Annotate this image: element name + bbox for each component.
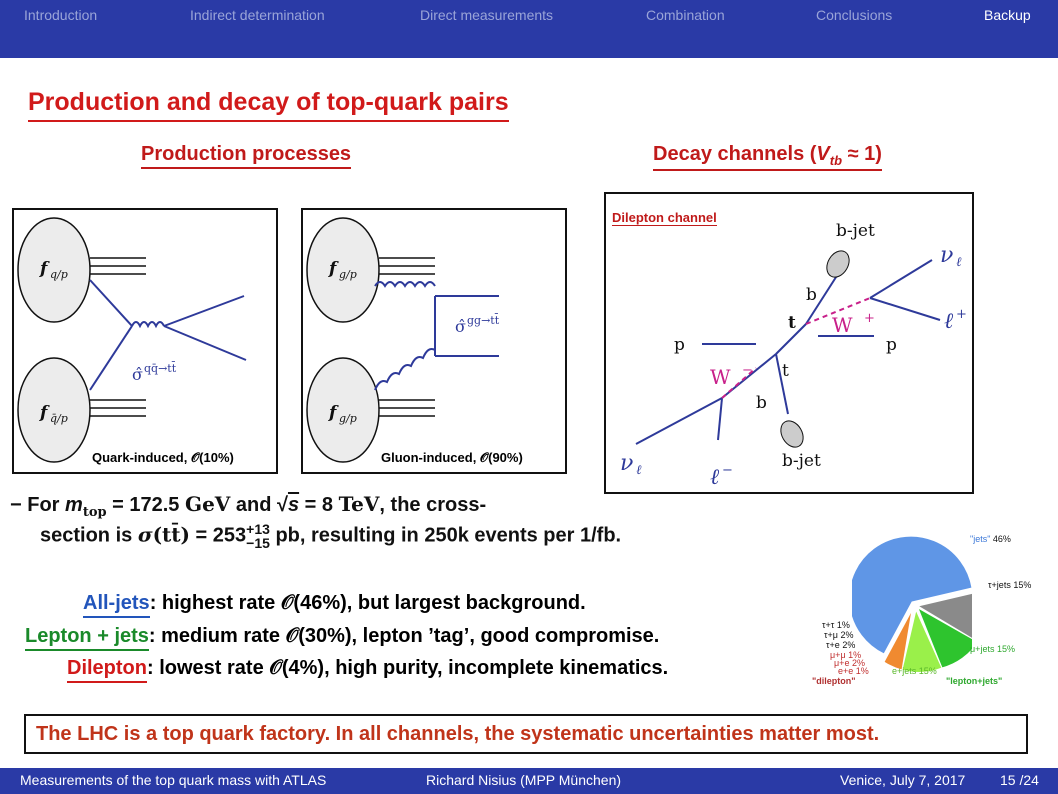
cross-l1b: = 172.5 <box>106 494 185 516</box>
quark-f-bot-sub: q̄/p <box>50 412 68 425</box>
pie-label-me: μ+e 2% <box>834 658 865 668</box>
pie-label-mm: μ+μ 1% <box>830 650 862 660</box>
decay-pie-chart <box>852 528 972 678</box>
proton-blob-bottom <box>18 358 90 462</box>
gluon-sigma-sup: gg→tt̄ <box>467 314 500 327</box>
pie-label-ejets: e+jets 15% <box>892 666 937 676</box>
t2-label: t <box>782 361 789 381</box>
channel-dilepton-name: Dilepton <box>67 657 147 683</box>
bjet-bot-label: b-jet <box>782 451 821 471</box>
lplus-label: ℓ <box>944 309 954 334</box>
nav-indirect-determination[interactable]: Indirect determination <box>190 7 325 23</box>
cross-s: s <box>287 494 300 516</box>
p1-label: p <box>674 335 685 355</box>
wplus-sign: + <box>864 311 875 326</box>
quark-f-top-sub: q/p <box>50 268 68 281</box>
pie-label-taujets: τ+jets 15% <box>988 580 1032 590</box>
decay-heading-suffix: ≈ 1) <box>842 143 882 165</box>
nu-top-label: ν <box>940 243 954 268</box>
decay-heading <box>653 143 882 171</box>
pie-label-tt: τ+τ 1% <box>822 620 850 630</box>
pie-label-leptonjets: "lepton+jets" <box>946 676 1003 686</box>
cross-l1c: and <box>230 494 277 516</box>
channel-dilepton-text: : lowest rate 𝒪(4%), high purity, incomplete kinematics. <box>147 657 669 679</box>
gluon-f-bot: f <box>329 403 337 423</box>
quark-diagram-svg <box>14 210 276 472</box>
wminus-label: W <box>710 365 731 389</box>
bjet-top-label: b-jet <box>836 221 875 241</box>
channel-lepton-jets <box>25 625 659 648</box>
nu-bot-sub: ℓ <box>636 463 642 478</box>
wminus-sign: − <box>742 363 753 378</box>
footer-title: Measurements of the top quark mass with ATLAS <box>20 772 327 788</box>
lminus-label: ℓ <box>710 465 720 490</box>
b1-label: b <box>806 285 817 305</box>
cross-l1e: , the cross- <box>379 494 487 516</box>
cross-gev: GeV <box>184 492 231 516</box>
pie-label-mujets: μ+jets 15% <box>970 644 1015 654</box>
nu-bot-label: ν <box>620 451 634 476</box>
nav-backup[interactable]: Backup <box>984 7 1031 23</box>
cross-tev: TeV <box>338 492 380 516</box>
dilepton-diagram-svg <box>606 194 972 492</box>
nav-conclusions[interactable]: Conclusions <box>816 7 893 23</box>
gluon-spectator-lines <box>379 258 435 416</box>
t1-label: t <box>788 313 796 333</box>
dilepton-channel-label: Dilepton channel <box>612 210 717 225</box>
footer-bar <box>0 768 1058 794</box>
cross-sigma: σ <box>137 522 153 547</box>
pie-label-ee: e+e 1% <box>838 666 869 676</box>
quark-f-bot: f <box>40 403 48 423</box>
gluon-caption: Gluon-induced, 𝒪(90%) <box>381 450 523 465</box>
p2-label: p <box>886 335 897 355</box>
gluon-f-top-sub: g/p <box>339 268 357 281</box>
gluon-induced-diagram <box>301 208 567 474</box>
cross-section-line2 <box>40 522 621 550</box>
channel-lepton-jets-name: Lepton + jets <box>25 625 149 651</box>
cross-section-line1 <box>10 492 486 520</box>
cross-l2a: section is <box>40 524 138 547</box>
bjet-cone-bottom <box>776 417 807 451</box>
cross-mtop: m <box>65 494 83 516</box>
cross-l2c: pb, resulting in 250k events per 1/fb. <box>269 524 622 547</box>
cross-l2b: = 253 <box>189 524 247 547</box>
pie-label-te: τ+e 2% <box>826 640 856 650</box>
wplus-label: W <box>832 313 853 337</box>
footer-venue: Venice, July 7, 2017 <box>840 772 966 788</box>
decay-heading-var: V <box>816 143 830 165</box>
gluon-lines <box>375 282 499 390</box>
gluon-proton-blob-bottom <box>307 358 379 462</box>
lplus-sign: + <box>956 307 967 322</box>
slide-title: Production and decay of top-quark pairs <box>28 88 509 122</box>
b2-label: b <box>756 393 767 413</box>
quark-f-top: f <box>40 259 48 279</box>
gluon-f-bot-sub: g/p <box>339 412 357 425</box>
quark-sigma-sup: qq̄→tt̄ <box>144 362 177 375</box>
gluon-f-top: f <box>329 259 337 279</box>
pie-label-dilepton: "dilepton" <box>812 676 856 686</box>
channel-all-jets <box>83 592 586 615</box>
channel-lepton-jets-text: : medium rate 𝒪(30%), lepton ’tag’, good compromise. <box>148 625 660 647</box>
cross-down: −15 <box>246 535 270 551</box>
nav-combination[interactable]: Combination <box>646 7 725 23</box>
nu-top-sub: ℓ <box>956 255 962 270</box>
channel-all-jets-name: All-jets <box>83 592 150 618</box>
nav-direct-measurements[interactable]: Direct measurements <box>420 7 554 23</box>
decay-heading-prefix: Decay channels ( <box>653 143 817 165</box>
channel-dilepton <box>67 657 668 680</box>
decay-heading-sub: tb <box>829 153 843 168</box>
lminus-sign: − <box>722 463 733 478</box>
cross-l1a: − For <box>10 494 66 516</box>
footer-author: Richard Nisius (MPP München) <box>426 772 622 788</box>
channel-all-jets-text: : highest rate 𝒪(46%), but largest background. <box>149 592 586 614</box>
pie-label-jets: "jets" 46% <box>970 534 1011 544</box>
quark-spectator-lines <box>90 258 146 416</box>
cross-tt: (tt̄) <box>152 522 190 547</box>
cross-mtop-sub: top <box>82 505 107 520</box>
gluon-diagram-svg <box>303 210 565 472</box>
quark-induced-diagram <box>12 208 278 474</box>
bjet-cone-top <box>822 247 853 281</box>
cross-l1d: = 8 <box>299 494 339 516</box>
pie-label-tm: τ+μ 2% <box>824 630 854 640</box>
dilepton-diagram <box>604 192 974 494</box>
nav-bar <box>0 0 1058 58</box>
quark-sigma: σ̂ <box>132 365 143 384</box>
cross-up: +13 <box>246 521 270 537</box>
gluon-sigma: σ̂ <box>455 317 466 336</box>
conclusion-box: The LHC is a top quark factory. In all channels, the systematic uncertainties matter most. <box>24 714 1028 754</box>
nav-introduction[interactable]: Introduction <box>24 7 98 23</box>
cross-sqrt: √ <box>276 494 288 516</box>
quark-caption: Quark-induced, 𝒪(10%) <box>92 450 234 465</box>
footer-page[interactable]: 15 /24 <box>1000 772 1039 788</box>
production-heading: Production processes <box>141 143 351 169</box>
